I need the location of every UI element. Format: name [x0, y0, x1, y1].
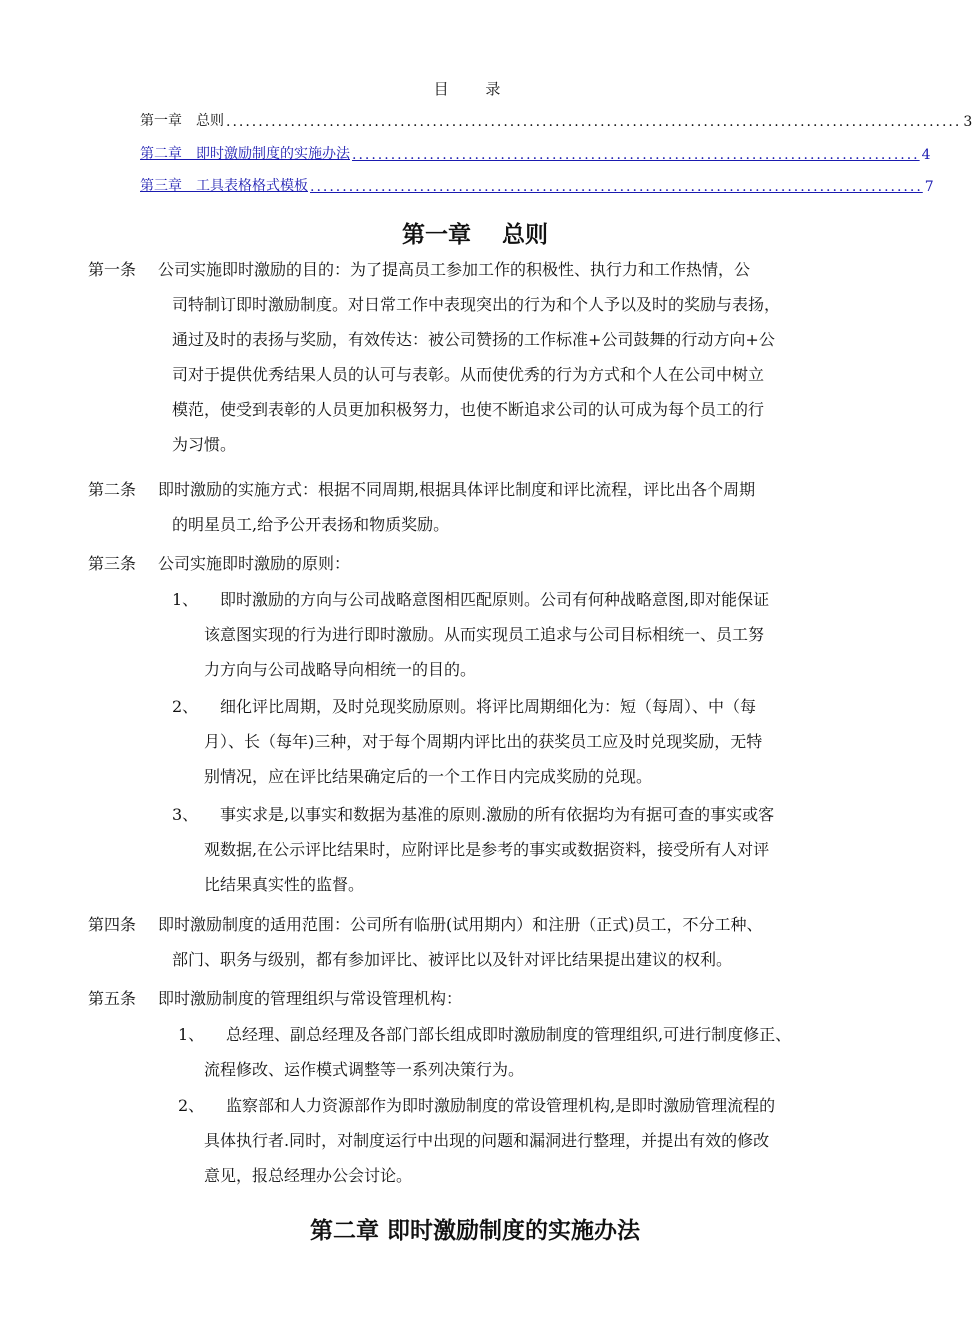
article-text: 即时激励制度的管理组织与常设管理机构：	[158, 989, 463, 1008]
article-heading: 第四条	[88, 915, 137, 934]
article-3	[88, 546, 898, 581]
article-text: 公司实施即时激励的原则：	[158, 554, 351, 573]
article-text: 即时激励制度的适用范围：公司所有临册(试用期内）和注册（正式)员工，不分工种、	[158, 915, 763, 934]
principle-item-2	[172, 689, 892, 794]
list-text-line: 月）、长（每年)三种，对于每个周期内评比出的获奖员工应及时兑现奖励，无特	[204, 732, 763, 751]
article-2	[88, 472, 898, 542]
article-text-line: 模范，使受到表彰的人员更加积极努力，也使不断追求公司的认可成为每个员工的行	[172, 400, 765, 419]
list-text-line: 流程修改、运作模式调整等一系列决策行为。	[204, 1060, 525, 1079]
list-text: 即时激励的方向与公司战略意图相匹配原则。公司有何种战略意图,即对能保证	[220, 590, 770, 609]
list-number: 2、	[178, 1096, 205, 1115]
toc-entry-chapter3[interactable]	[140, 175, 934, 195]
article-text: 即时激励的实施方式：根据不同周期,根据具体评比制度和评比流程，评比出各个周期	[158, 480, 756, 499]
toc-leader-dots: ..................................................................................................................	[226, 114, 962, 130]
list-text-line: 别情况，应在评比结果确定后的一个工作日内完成奖励的兑现。	[204, 767, 653, 786]
principle-item-3	[172, 797, 892, 902]
toc-entry-chapter2[interactable]	[140, 143, 931, 163]
toc-entry-chapter1[interactable]	[140, 110, 972, 130]
list-text-line: 力方向与公司战略导向相统一的目的。	[204, 660, 477, 679]
list-number: 3、	[172, 805, 199, 824]
list-text-line: 比结果真实性的监督。	[204, 875, 365, 894]
list-text-line: 观数据,在公示评比结果时，应附评比是参考的事实或数据资料，接受所有人对评	[204, 840, 770, 859]
organization-item-1	[178, 1017, 898, 1087]
article-4	[88, 907, 898, 977]
article-text: 公司实施即时激励的目的：为了提高员工参加工作的积极性、执行力和工作热情，公	[158, 260, 751, 279]
toc-title: 目 录	[433, 80, 517, 98]
toc-page-number: 7	[924, 179, 934, 195]
list-text: 细化评比周期，及时兑现奖励原则。将评比周期细化为：短（每周）、中（每	[220, 697, 757, 716]
list-text-line: 具体执行者.同时，对制度运行中出现的问题和漏洞进行整理，并提出有效的修改	[204, 1131, 770, 1150]
article-1	[88, 252, 898, 462]
list-text-line: 意见，报总经理办公会讨论。	[204, 1166, 413, 1185]
article-heading: 第一条	[88, 260, 137, 279]
article-heading: 第五条	[88, 989, 137, 1008]
list-number: 1、	[178, 1025, 205, 1044]
article-text-line: 通过及时的表扬与奖励，有效传达：被公司赞扬的工作标准+公司鼓舞的行动方向+公	[172, 330, 775, 349]
article-text-line: 部门、职务与级别，都有参加评比、被评比以及针对评比结果提出建议的权利。	[172, 950, 733, 969]
article-heading: 第二条	[88, 480, 137, 499]
article-text-line: 司对于提供优秀结果人员的认可与表彰。从而使优秀的行为方式和个人在公司中树立	[172, 365, 765, 384]
article-5	[88, 981, 898, 1016]
toc-entry-label: 第一章 总则	[140, 113, 224, 129]
article-text-line: 的明星员工,给予公开表扬和物质奖励。	[172, 515, 450, 534]
list-text: 总经理、副总经理及各部门部长组成即时激励制度的管理组织,可进行制度修正、	[226, 1025, 792, 1044]
toc-page-number: 4	[921, 147, 931, 163]
toc-entry-label: 第二章 即时激励制度的实施办法	[140, 146, 350, 162]
list-text: 监察部和人力资源部作为即时激励制度的常设管理机构,是即时激励管理流程的	[226, 1096, 776, 1115]
list-text: 事实求是,以事实和数据为基准的原则.激励的所有依据均为有据可查的事实或客	[220, 805, 775, 824]
toc-leader-dots: ...............................................................................................	[310, 179, 923, 195]
list-number: 2、	[172, 697, 199, 716]
principle-item-1	[172, 582, 892, 687]
article-text-line: 司特制订即时激励制度。对日常工作中表现突出的行为和个人予以及时的奖励与表扬，	[172, 295, 781, 314]
article-heading: 第三条	[88, 554, 137, 573]
organization-item-2	[178, 1088, 898, 1193]
toc-leader-dots: ........................................................................................	[352, 147, 920, 163]
article-text-line: 为习惯。	[172, 435, 237, 454]
list-number: 1、	[172, 590, 199, 609]
toc-entry-label: 第三章 工具表格格式模板	[140, 178, 308, 194]
list-text-line: 该意图实现的行为进行即时激励。从而实现员工追求与公司目标相统一、员工努	[204, 625, 765, 644]
toc-page-number: 3	[963, 114, 972, 130]
chapter-heading: 第二章 即时激励制度的实施办法	[309, 1218, 640, 1244]
chapter-heading: 第一章 总则	[401, 222, 548, 248]
